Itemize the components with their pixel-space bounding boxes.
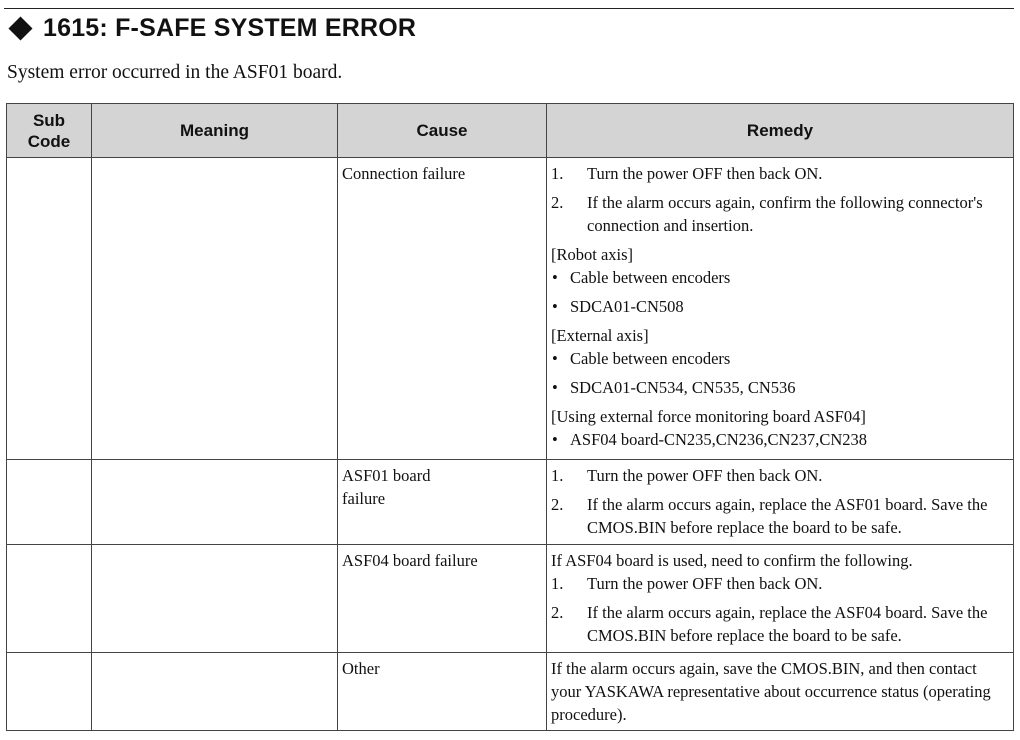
error-title: 1615: F-SAFE SYSTEM ERROR [43, 14, 417, 42]
sub-code-cell [7, 545, 92, 653]
remedy-step: 1. Turn the power OFF then back ON. [551, 164, 823, 183]
table-header-row [7, 104, 1014, 158]
external-axis-heading: [External axis] [551, 326, 649, 345]
meaning-cell [92, 460, 338, 545]
table-row [7, 545, 1014, 653]
table-row [7, 653, 1014, 731]
cause-cell: Other [338, 653, 547, 731]
remedy-cell [547, 460, 1014, 545]
table-row [7, 158, 1014, 460]
cause-cell: ASF01 board failure [338, 460, 547, 545]
remedy-step: 2. If the alarm occurs again, replace the ASF01 board. Save the CMOS.BIN before replace the board to be safe. [551, 495, 988, 537]
header-cause: Cause [338, 104, 547, 158]
sub-code-cell [7, 653, 92, 731]
remedy-step: 1. Turn the power OFF then back ON. [551, 466, 823, 485]
header-meaning: Meaning [92, 104, 338, 158]
error-description: System error occurred in the ASF01 board. [7, 62, 343, 83]
meaning-cell [92, 545, 338, 653]
bullet-item: • ASF04 board-CN235,CN236,CN237,CN238 [552, 430, 868, 449]
robot-axis-heading: [Robot axis] [551, 245, 634, 264]
bullet-item: • SDCA01-CN508 [552, 297, 684, 316]
cause-cell: ASF04 board failure [338, 545, 547, 653]
sub-code-cell [7, 460, 92, 545]
diamond-bullet-icon [8, 16, 32, 40]
bullet-item: • Cable between encoders [552, 349, 731, 368]
header-remedy: Remedy [547, 104, 1014, 158]
section-heading [6, 14, 416, 43]
sub-code-cell [7, 158, 92, 460]
bullet-item: • Cable between encoders [552, 268, 731, 287]
bullet-item: • SDCA01-CN534, CN535, CN536 [552, 378, 796, 397]
remedy-cell [547, 653, 1014, 731]
meaning-cell [92, 653, 338, 731]
remedy-cell [547, 158, 1014, 460]
meaning-cell [92, 158, 338, 460]
table-row [7, 460, 1014, 545]
remedy-text: If the alarm occurs again, save the CMOS.BIN, and then contact your YASKAWA representative about occurrence status (operating procedure). [551, 659, 991, 724]
remedy-step: 1. Turn the power OFF then back ON. [551, 574, 823, 593]
remedy-step: 2. If the alarm occurs again, confirm the following connector's connection and insertion. [551, 193, 983, 235]
asf04-heading: [Using external force monitoring board ASF04] [551, 407, 866, 426]
top-rule [4, 8, 1014, 9]
header-sub-code: Sub Code [7, 104, 92, 158]
remedy-cell [547, 545, 1014, 653]
error-table [6, 103, 1014, 731]
cause-cell: Connection failure [338, 158, 547, 460]
remedy-step: 2. If the alarm occurs again, replace the ASF04 board. Save the CMOS.BIN before replace the board to be safe. [551, 603, 988, 645]
remedy-intro: If ASF04 board is used, need to confirm the following. [551, 551, 913, 570]
